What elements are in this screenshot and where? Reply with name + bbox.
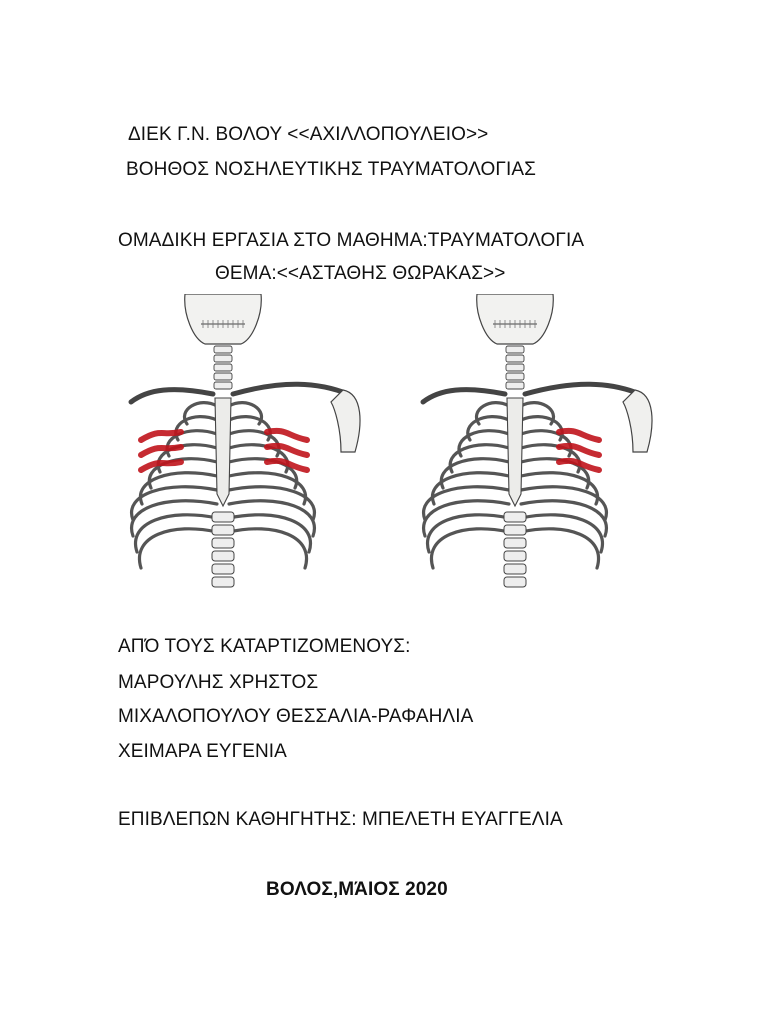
cervical-vertebra bbox=[506, 355, 524, 362]
ribcage-left-side-fracture bbox=[423, 294, 652, 587]
left-clavicle bbox=[131, 390, 213, 402]
rib bbox=[136, 515, 217, 552]
rib bbox=[521, 403, 554, 424]
author-name: ΜΙΧΑΛΟΠΟΥΛΟΥ ΘΕΣΣΑΛΙΑ-ΡΑΦΑΗΛΙΑ bbox=[118, 706, 474, 727]
lumbar-vertebra bbox=[212, 538, 234, 548]
topic-title: ΘΕΜΑ:<<ΑΣΤΑΘΗΣ ΘΩΡΑΚΑΣ>> bbox=[215, 263, 506, 284]
author-name: ΜΑΡΟΥΛΗΣ ΧΡΗΣΤΟΣ bbox=[118, 672, 319, 693]
rib bbox=[431, 529, 509, 568]
lumbar-vertebra bbox=[504, 551, 526, 561]
school-title: ΔΙΕΚ Γ.Ν. ΒΟΛΟΥ <<ΑΧΙΛΛΟΠΟΥΛΕΙΟ>> bbox=[128, 124, 489, 145]
lumbar-vertebra bbox=[504, 538, 526, 548]
fractured-rib-segment bbox=[267, 446, 307, 455]
flail-chest-illustration bbox=[118, 294, 658, 590]
rib bbox=[229, 529, 307, 568]
sternum bbox=[507, 398, 523, 506]
cervical-vertebra bbox=[214, 364, 232, 371]
rib bbox=[139, 529, 217, 568]
rib bbox=[229, 515, 310, 552]
fractured-rib-segment bbox=[141, 462, 181, 470]
specialty-title: ΒΟΗΘΟΣ ΝΟΣΗΛΕΥΤΙΚΗΣ ΤΡΑΥΜΑΤΟΛΟΓΙΑΣ bbox=[126, 159, 536, 180]
place-date: ΒΟΛΟΣ,ΜΆΙΟΣ 2020 bbox=[266, 879, 448, 900]
rib bbox=[468, 417, 509, 440]
cervical-vertebra bbox=[506, 364, 524, 371]
sternum bbox=[215, 398, 231, 506]
rib bbox=[184, 403, 217, 424]
rib bbox=[428, 515, 509, 552]
ribcage-both-sides-fracture bbox=[131, 294, 360, 587]
lumbar-vertebra bbox=[212, 512, 234, 522]
fractured-rib-segment bbox=[559, 446, 599, 455]
rib bbox=[229, 417, 270, 440]
cervical-vertebra bbox=[214, 382, 232, 389]
lumbar-vertebra bbox=[504, 512, 526, 522]
rib bbox=[476, 403, 509, 424]
lumbar-vertebra bbox=[212, 551, 234, 561]
authors-heading: ΑΠΌ ΤΟΥΣ ΚΑΤΑΡΤΙΖΟΜΕΝΟΥΣ: bbox=[118, 636, 411, 657]
rib bbox=[521, 529, 599, 568]
author-name: ΧΕΙΜΑΡΑ ΕΥΓΕΝΙΑ bbox=[118, 741, 287, 762]
right-clavicle bbox=[233, 384, 348, 394]
left-clavicle bbox=[423, 390, 505, 402]
lumbar-vertebra bbox=[212, 564, 234, 574]
cervical-vertebra bbox=[214, 346, 232, 353]
skull bbox=[185, 294, 262, 344]
skull bbox=[477, 294, 554, 344]
lumbar-vertebra bbox=[504, 577, 526, 587]
supervisor-line: ΕΠΙΒΛΕΠΩΝ ΚΑΘΗΓΗΤΗΣ: ΜΠΕΛΕΤΗ ΕΥΑΓΓΕΛΙΑ bbox=[118, 809, 563, 830]
rib bbox=[229, 403, 262, 424]
right-clavicle bbox=[525, 384, 640, 394]
course-title: ΟΜΑΔΙΚΗ ΕΡΓΑΣΙΑ ΣΤΟ ΜΑΘΗΜΑ:ΤΡΑΥΜΑΤΟΛΟΓΙΑ bbox=[118, 230, 585, 251]
cervical-vertebra bbox=[506, 373, 524, 380]
lumbar-vertebra bbox=[212, 577, 234, 587]
rib bbox=[521, 515, 602, 552]
lumbar-vertebra bbox=[212, 525, 234, 535]
shoulder-humerus bbox=[331, 390, 360, 452]
cervical-vertebra bbox=[506, 382, 524, 389]
cervical-vertebra bbox=[214, 373, 232, 380]
lumbar-vertebra bbox=[504, 564, 526, 574]
lumbar-vertebra bbox=[504, 525, 526, 535]
fractured-rib-segment bbox=[141, 447, 181, 455]
cervical-vertebra bbox=[214, 355, 232, 362]
cervical-vertebra bbox=[506, 346, 524, 353]
rib bbox=[521, 417, 562, 440]
shoulder-humerus bbox=[623, 390, 652, 452]
rib bbox=[176, 417, 217, 440]
